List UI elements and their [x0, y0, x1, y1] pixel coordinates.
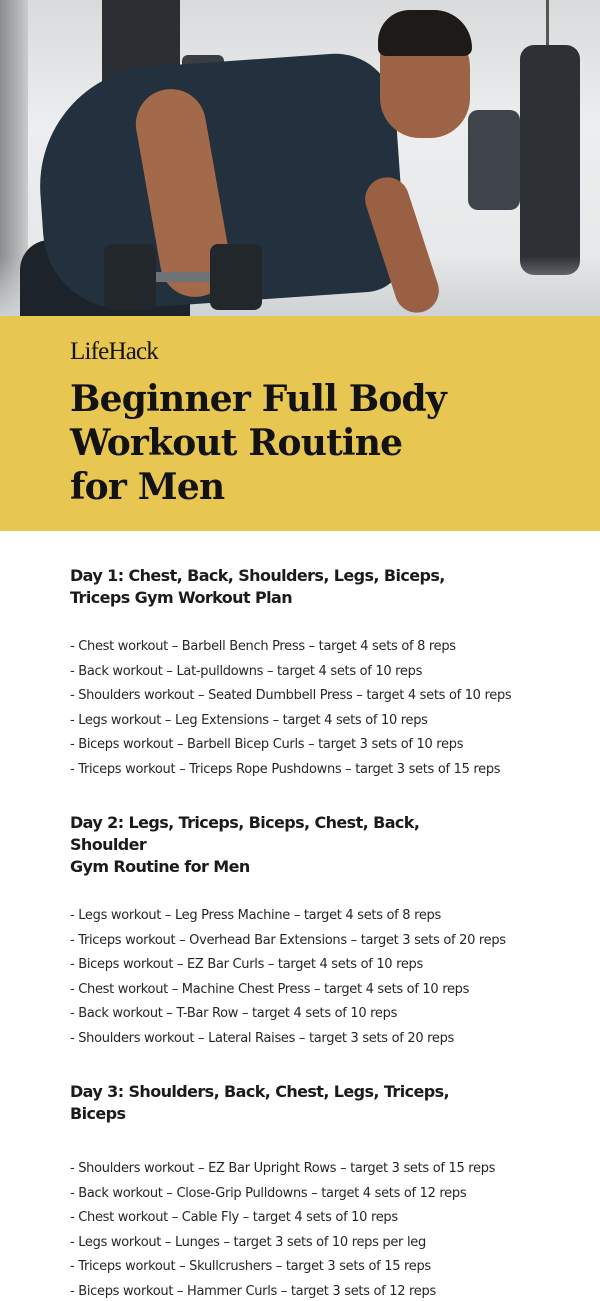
exercise-list	[70, 904, 600, 1051]
hero-photo	[0, 0, 600, 316]
athlete-hair	[378, 10, 472, 56]
day-heading-line: Day 3: Shoulders, Back, Chest, Legs, Triceps, Biceps	[70, 1082, 450, 1123]
list-item: - Shoulders workout – EZ Bar Upright Rows – target 3 sets of 15 reps	[70, 1161, 496, 1176]
list-item: - Shoulders workout – Lateral Raises – target 3 sets of 20 reps	[70, 1030, 455, 1046]
title-line: Beginner Full Body	[70, 378, 447, 420]
workout-content	[0, 531, 600, 1301]
list-item: - Back workout – T-Bar Row – target 4 sets of 10 reps	[70, 1006, 398, 1021]
dumbbell-bar	[148, 272, 218, 282]
list-item: - Back workout – Close-Grip Pulldowns – target 4 sets of 12 reps	[70, 1185, 467, 1201]
day-2-section	[70, 812, 600, 1051]
list-item: - Triceps workout – Triceps Rope Pushdowns – target 3 sets of 15 reps	[70, 761, 501, 777]
day-heading	[70, 812, 490, 878]
list-item: - Chest workout – Cable Fly – target 4 sets of 10 reps	[70, 1210, 398, 1225]
title-banner	[0, 316, 600, 531]
day-heading-line: Triceps Gym Workout Plan	[70, 588, 292, 607]
list-item: - Chest workout – Barbell Bench Press – target 4 sets of 8 reps	[70, 639, 456, 654]
page-title	[70, 377, 600, 509]
dumbbell-icon	[104, 244, 262, 310]
day-heading	[70, 565, 490, 609]
bag-chain	[546, 0, 549, 48]
punching-bag-illustration	[468, 110, 520, 210]
brand-logo: LifeHack	[70, 338, 158, 365]
list-item: - Triceps workout – Overhead Bar Extensions – target 3 sets of 20 reps	[70, 932, 506, 948]
list-item: - Legs workout – Leg Extensions – target 4 sets of 10 reps	[70, 712, 428, 728]
list-item: - Back workout – Lat-pulldowns – target 4 sets of 10 reps	[70, 663, 423, 679]
day-heading-line: Day 1: Chest, Back, Shoulders, Legs, Biceps,	[70, 566, 445, 585]
list-item: - Biceps workout – Hammer Curls – target 3 sets of 12 reps	[70, 1283, 436, 1299]
list-item: - Legs workout – Leg Press Machine – target 4 sets of 8 reps	[70, 908, 441, 923]
list-item: - Triceps workout – Skullcrushers – target 3 sets of 15 reps	[70, 1259, 431, 1274]
exercise-list	[70, 1157, 600, 1301]
list-item: - Biceps workout – Barbell Bicep Curls – target 3 sets of 10 reps	[70, 737, 464, 752]
day-heading-line: Gym Routine for Men	[70, 857, 250, 876]
day-1-section	[70, 565, 600, 782]
day-3-section	[70, 1081, 600, 1301]
exercise-list	[70, 635, 600, 782]
list-item: - Legs workout – Lunges – target 3 sets of 10 reps per leg	[70, 1234, 426, 1250]
list-item: - Chest workout – Machine Chest Press – target 4 sets of 10 reps	[70, 981, 470, 997]
title-line: Workout Routine	[70, 422, 403, 464]
day-heading-line: Day 2: Legs, Triceps, Biceps, Chest, Back, Shoulder	[70, 813, 420, 854]
dumbbell-plate	[210, 244, 262, 310]
title-line: for Men	[70, 466, 225, 508]
list-item: - Biceps workout – EZ Bar Curls – target 4 sets of 10 reps	[70, 957, 423, 972]
punching-bag-illustration	[520, 45, 580, 275]
dumbbell-plate	[104, 244, 156, 310]
day-heading	[70, 1081, 490, 1125]
list-item: - Shoulders workout – Seated Dumbbell Press – target 4 sets of 10 reps	[70, 688, 512, 703]
